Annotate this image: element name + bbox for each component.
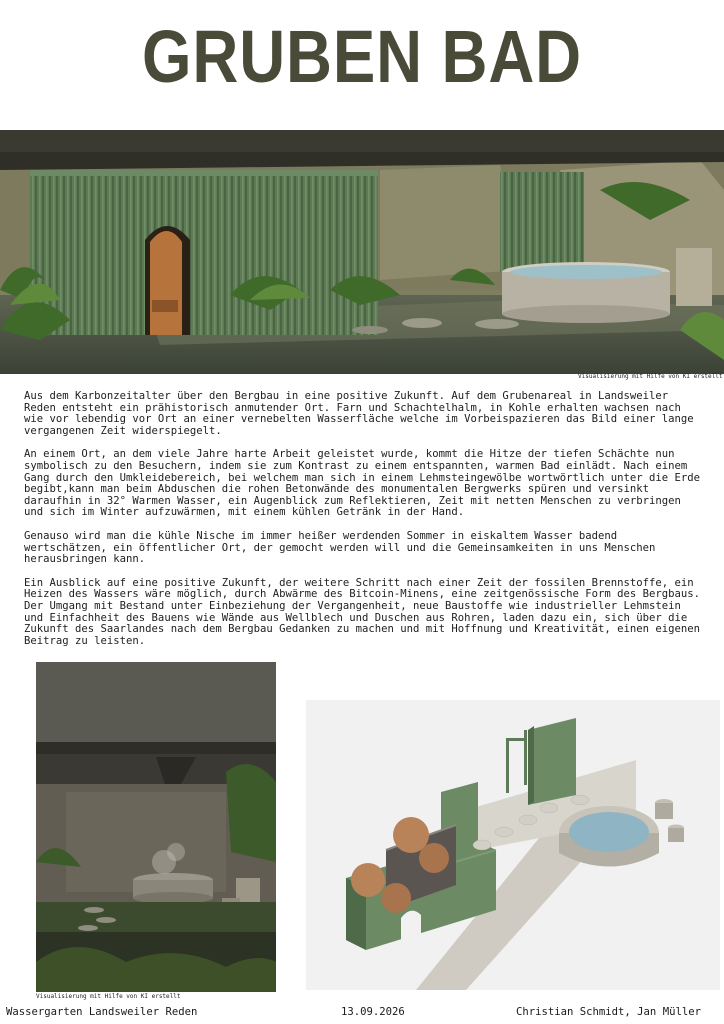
axonometric-drawing: [306, 700, 720, 990]
hero-visualization: [0, 130, 724, 374]
body-text: [24, 391, 704, 659]
paragraph-4: Ein Ausblick auf eine positive Zukunft, der weitere Schritt nach einer Zeit der fossilen Brennstoffe, ein Heizen des Wassers wäre möglich, durch Abwärme des Bitcoin-Minens, eine zeitgenössische Form des Bergbaus. Der Umgang mit Bestand unter Einbeziehung der Vergangenheit, neue Baustoffe wie industrieller Lehmstein und Einfachheit des Bauens wie Wände aus Wellblech und Duschen aus Rohren, laden dazu ein, sich über die Zukunft des Saarlandes nach dem Bergbau Gedanken zu machen und mit Hoffnung und Kreativität, einen eigenen Beitrag zu leisten.: [24, 576, 701, 647]
footer-authors: Christian Schmidt, Jan Müller: [516, 1006, 701, 1018]
paragraph-1: Aus dem Karbonzeitalter über den Bergbau in eine positive Zukunft. Auf dem Grubenareal in Landsweiler Reden entsteht ein prähistorisch anmutender Ort. Farn und Schachtelhalm, in Kohle erhalten wachsen nach wie vor lebendig vor Ort an einer vernebelten Wasserfläche welche im Vorbeispazieren das Bild einer lange vergangenen Zeit widerspiegelt.: [24, 390, 694, 437]
paragraph-3: Genauso wird man die kühle Nische im immer heißer werdenden Sommer in eiskaltem Wasser badend wertschätzen, ein öffentlicher Ort, der gemocht werden will und die Gemeinsamkeiten in uns Menschen herausbringen kann.: [24, 529, 656, 566]
hero-caption: Visualisierung mit Hilfe von KI erstellt: [578, 373, 723, 380]
paragraph-2: An einem Ort, an dem viele Jahre harte Arbeit geleistet wurde, kommt die Hitze der tiefen Schächte nun symbolisch zu den Besuchern, indem sie zum Kontrast zu einem entspannten, warmen Bad einlädt. Nach einem Gang durch den Umkleidebereich, bei welchem man sich in einem Lehmsteingewölbe wortwörtlich unter die Erde begibt,kann man beim Abduschen die rohen Betonwände des monumentalen Bergwerks spüren und versinkt daraufhin in 32° Warmen Wasser, ein Augenblick zum Reflektieren, Zeit mit netten Menschen zu verbringen und sich im Winter aufzuwärmen, mit einem kühlen Getränk in der Hand.: [24, 448, 701, 519]
footer-project: Wassergarten Landsweiler Reden: [6, 1006, 198, 1018]
interior-visualization: [36, 662, 276, 992]
page-title: GRUBEN BAD: [142, 15, 582, 98]
footer-date: 13.09.2026: [341, 1006, 405, 1018]
vis-caption: Visualisierung mit Hilfe von KI erstellt: [36, 993, 181, 1000]
